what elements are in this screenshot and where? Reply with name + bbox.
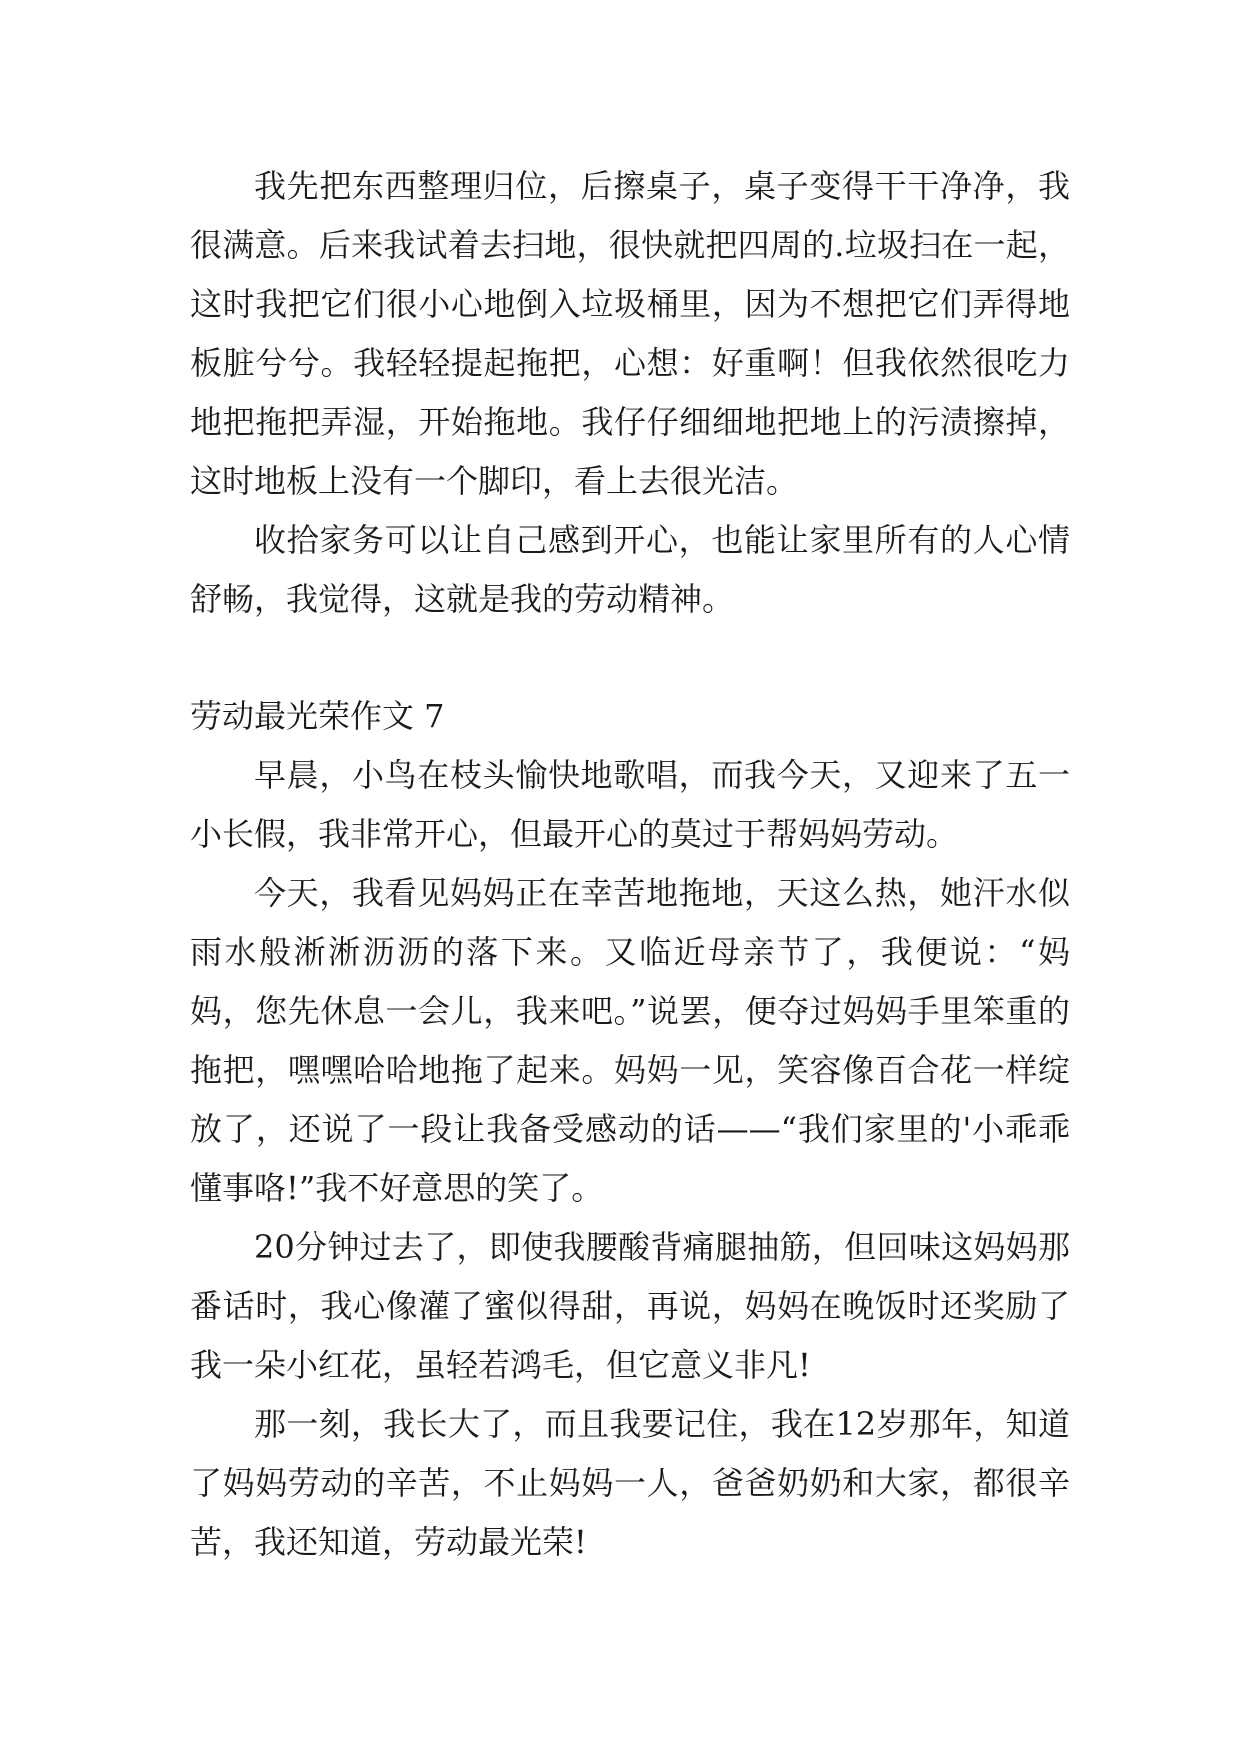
paragraph-2: 今天，我看见妈妈正在幸苦地拖地，天这么热，她汗水似雨水般淅淅沥沥的落下来。又临近母亲节了，我便说：“妈妈，您先休息一会儿，我来吧。”说罢，便夺过妈妈手里笨重的拖把，嘿嘿哈哈地拖了起来。妈妈一见，笑容像百合花一样绽放了，还说了一段让我备受感动的话——“我们家里的'小乖乖懂事咯!”我不好意思的笑了。: [190, 874, 1070, 1207]
paragraph-intro-1: 我先把东西整理归位，后擦桌子，桌子变得干干净净，我很满意。后来我试着去扫地，很快就把四周的.垃圾扫在一起，这时我把它们很小心地倒入垃圾桶里，因为不想把它们弄得地板脏兮兮。我轻轻提起拖把，心想：好重啊！但我依然很吃力地把拖把弄湿，开始拖地。我仔仔细细地把地上的污渍擦掉，这时地板上没有一个脚印，看上去很光洁。: [190, 167, 1070, 500]
paragraph-1: 早晨，小鸟在枝头愉快地歌唱，而我今天，又迎来了五一小长假，我非常开心，但最开心的莫过于帮妈妈劳动。: [190, 756, 1070, 853]
document-body: [190, 157, 1070, 1572]
paragraph-intro-2: 收拾家务可以让自己感到开心，也能让家里所有的人心情舒畅，我觉得，这就是我的劳动精神。: [190, 521, 1070, 618]
section-title: 劳动最光荣作文 7: [190, 697, 445, 735]
paragraph-3: 20分钟过去了，即使我腰酸背痛腿抽筋，但回味这妈妈那番话时，我心像灌了蜜似得甜，再说，妈妈在晚饭时还奖励了我一朵小红花，虽轻若鸿毛，但它意义非凡!: [190, 1228, 1070, 1384]
paragraph-4: 那一刻，我长大了，而且我要记住，我在12岁那年，知道了妈妈劳动的辛苦，不止妈妈一人，爸爸奶奶和大家，都很辛苦，我还知道，劳动最光荣!: [190, 1405, 1070, 1561]
